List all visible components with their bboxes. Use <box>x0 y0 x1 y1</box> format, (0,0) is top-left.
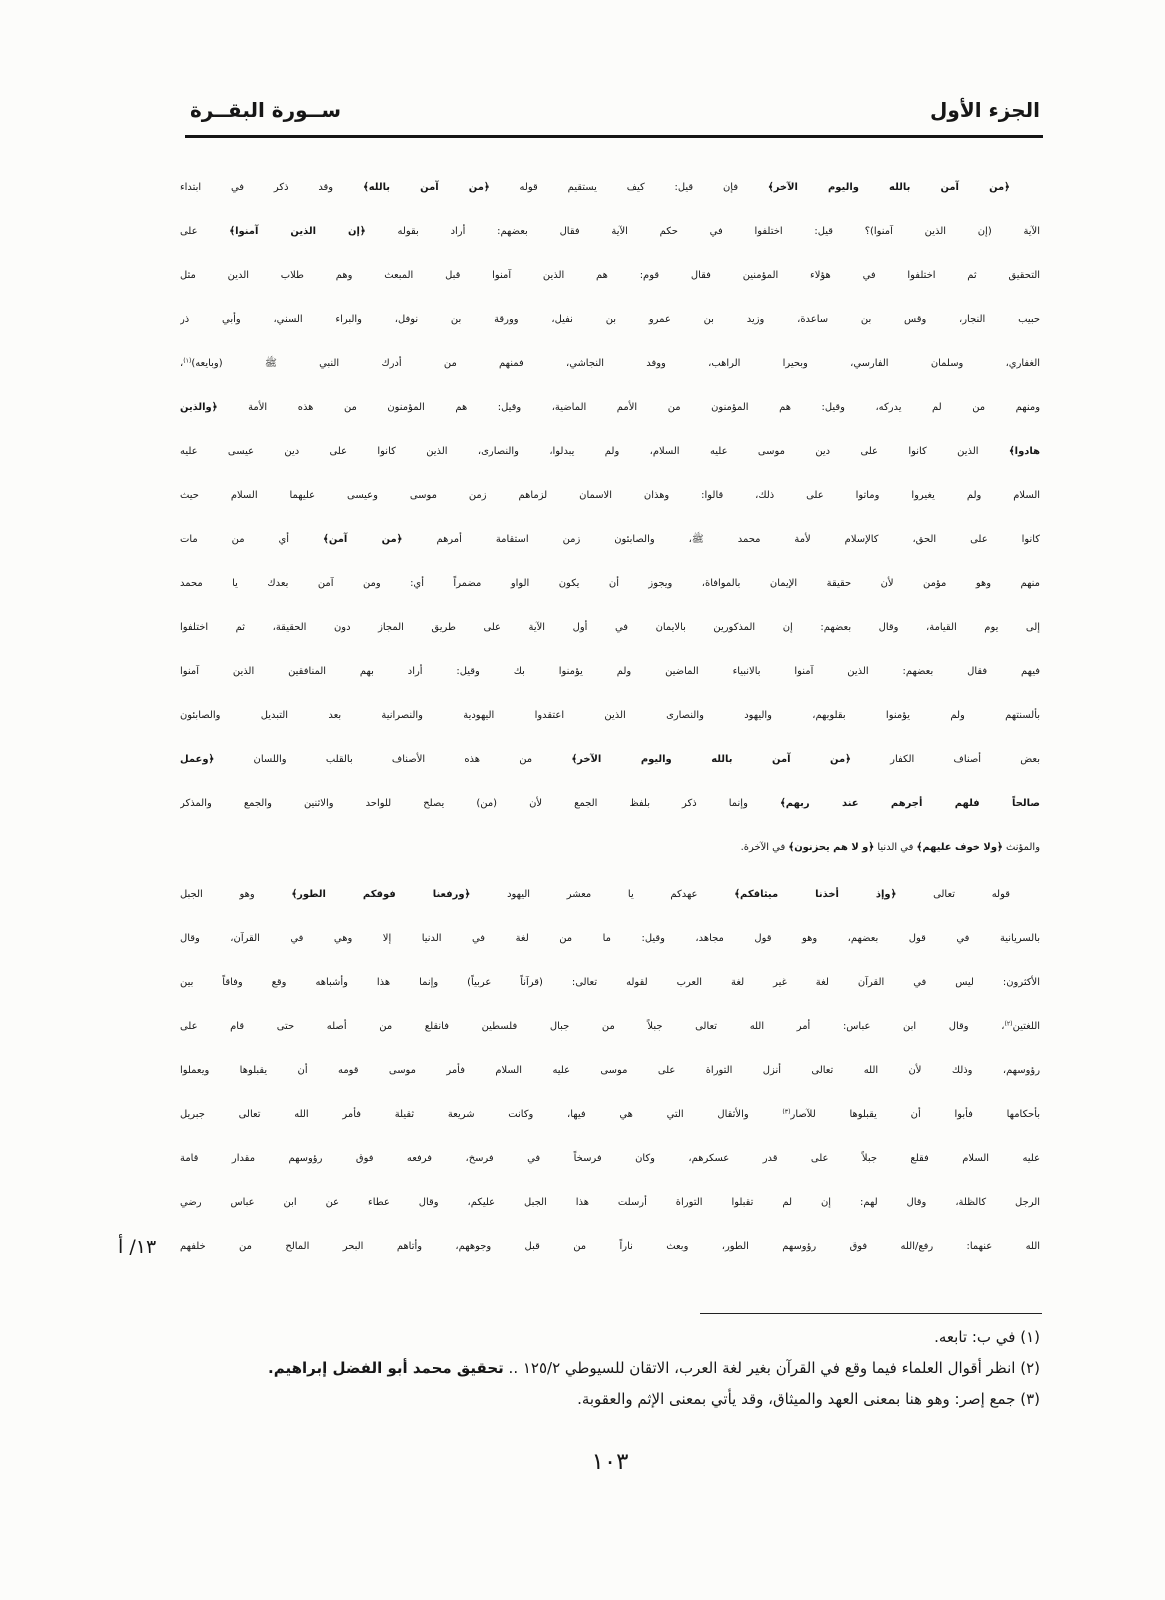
footnote-rule <box>700 1313 1042 1314</box>
footnote-ref: (١) <box>183 357 192 365</box>
text-run: ، <box>180 358 184 369</box>
text-run: ، وقال ابن عباس: أمر الله تعالى جبلاً من جبال فلسطين فانقلع من أصله حتى قام على <box>180 1021 1005 1032</box>
quran-quote: صالحاً فلهم أجرهم عند ربهم﴾ <box>779 798 1040 809</box>
text-run: بأحكامها فأبوا أن يقبلوها للآصار <box>790 1109 1040 1120</box>
text-run: الأكثرون: ليس في القرآن لغة غير لغة العرب لقوله تعالى: (قرآناً عربياً) وإنما هذا وأشباهه وقع وفاقاً بين <box>180 977 1040 988</box>
text-line <box>180 1093 1040 1137</box>
text-run: ومنهم من لم يدركه، وقيل: هم المؤمنون من الأمم الماضية، وقيل: هم المؤمنون من هذه الأمة <box>217 402 1040 413</box>
footnote-text <box>934 1328 1040 1346</box>
text-run: على <box>180 226 230 237</box>
line-text <box>180 270 1040 281</box>
text-line <box>180 826 1040 870</box>
text-run: اللغتين <box>1012 1021 1040 1032</box>
body-text <box>180 166 1040 1269</box>
quran-quote: ﴿من آمن﴾ <box>323 534 403 545</box>
quran-quote: تحقيق محمد أبو الفضل إبراهيم. <box>268 1359 504 1377</box>
text-line <box>180 342 1040 386</box>
text-line <box>180 606 1040 650</box>
text-line <box>180 1225 1040 1269</box>
footnote-ref: (٢) <box>1004 1020 1013 1028</box>
quran-quote: ﴿والذين <box>180 402 218 413</box>
text-line <box>180 1137 1040 1181</box>
text-line <box>180 210 1040 254</box>
folio-marker: ١٣/ أ <box>118 1236 157 1258</box>
text-run: والمؤنث <box>1002 842 1040 853</box>
text-line <box>180 562 1040 606</box>
line-text <box>180 1065 1040 1076</box>
paragraph <box>180 873 1040 1269</box>
line-text <box>741 842 1040 853</box>
header-rule <box>185 135 1043 138</box>
line-text <box>180 1021 1040 1032</box>
text-run: إلى يوم القيامة، وقال بعضهم: إن المذكورين بالايمان في أول الآية على طريق المجاز دون الحقيقة، ثم اختلفوا <box>180 622 1040 633</box>
line-text <box>180 182 1010 193</box>
text-line <box>180 430 1040 474</box>
text-run: قوله تعالى <box>896 889 1010 900</box>
text-line <box>180 166 1040 210</box>
line-text <box>180 666 1040 677</box>
line-text <box>180 889 1010 900</box>
text-run: (٣) جمع إصر: وهو هنا بمعنى العهد والميثاق، وقد يأتي بمعنى الإثم والعقوبة. <box>577 1390 1040 1408</box>
text-line <box>180 1181 1040 1225</box>
line-text <box>180 977 1040 988</box>
line-text <box>180 490 1040 501</box>
text-run: (١) في ب: تابعه. <box>934 1328 1040 1346</box>
line-text <box>180 226 1040 237</box>
text-run: فيهم فقال بعضهم: الذين آمنوا بالانبياء الماضين ولم يؤمنوا بك وقيل: أراد بهم المنافقين الذين آمنوا <box>180 666 1040 677</box>
line-text <box>180 358 1040 369</box>
text-line <box>180 1005 1040 1049</box>
text-line <box>180 518 1040 562</box>
text-run: رؤوسهم، وذلك لأن الله تعالى أنزل التوراة على موسى عليه السلام فأمر موسى قومه أن يقبلوها ويعملوا <box>180 1065 1040 1076</box>
text-run: حبيب النجار، وقس بن ساعدة، وزيد بن عمرو بن نفيل، وورقة بن نوفل، والبراء السني، وأبي ذر <box>180 314 1040 325</box>
line-text <box>180 534 1040 545</box>
text-run: من هذه الأصناف بالقلب واللسان <box>214 754 572 765</box>
quran-quote: ﴿و لا هم يحزنون﴾ <box>788 842 875 853</box>
footnotes <box>180 1322 1040 1415</box>
text-run: أي من مات <box>180 534 323 545</box>
text-run: الغفاري، وسلمان الفارسي، وبحيرا الراهب، ووفد النجاشي، فمنهم من أدرك النبي ﷺ (وبايعه) <box>191 358 1040 369</box>
quran-quote: ﴿من آمن بالله واليوم الآخر﴾ <box>767 182 1010 193</box>
line-text <box>180 578 1040 589</box>
text-line <box>180 298 1040 342</box>
header-part-title: الجزء الأول <box>930 98 1040 122</box>
footnote-text <box>577 1390 1040 1408</box>
quran-quote: ﴿ورفعنا فوقكم الطور﴾ <box>291 889 471 900</box>
line-text <box>180 402 1040 413</box>
quran-quote: هادوا﴾ <box>1008 446 1040 457</box>
text-run: الرجل كالظلة، وقال لهم: إن لم تقبلوا التوراة أرسلت هذا الجبل عليكم، وقال عطاء عن ابن عباس رضي <box>180 1197 1040 1208</box>
footnote-ref: (٣) <box>782 1108 791 1116</box>
quran-quote: ﴿إن الذين آمنوا﴾ <box>229 226 366 237</box>
text-run: الله عنهما: رفع/الله فوق رؤوسهم الطور، وبعث ناراً من قبل وجوههم، وأتاهم البحر المالح من خلفهم <box>180 1241 1040 1252</box>
line-text <box>180 446 1040 457</box>
text-run: فإن قيل: كيف يستقيم قوله <box>489 182 768 193</box>
quran-quote: ﴿من آمن بالله﴾ <box>362 182 490 193</box>
text-run: التحقيق ثم اختلفوا في هؤلاء المؤمنين فقال قوم: هم الذين آمنوا قبل المبعث وهم طلاب الدين مثل <box>180 270 1040 281</box>
text-run: في الدنيا <box>874 842 917 853</box>
text-line <box>180 782 1040 826</box>
text-run: كانوا على الحق، كالإسلام لأمة محمد ﷺ، والصابئون زمن استقامة أمرهم <box>402 534 1040 545</box>
text-run: بألسنتهم ولم يؤمنوا بقلوبهم، واليهود والنصارى الذين اعتقدوا اليهودية والنصرانية بعد التبديل والصابئون <box>180 710 1040 721</box>
text-run: بعض أصناف الكفار <box>850 754 1040 765</box>
line-text <box>180 1153 1040 1164</box>
text-line <box>180 873 1040 917</box>
text-run: عليه السلام فقلع جبلاً على قدر عسكرهم، وكان فرسخاً في فرسخ، فرفعه فوق رؤوسهم مقدار قامة <box>180 1153 1040 1164</box>
line-text <box>180 1109 1040 1120</box>
text-run: وهو الجبل <box>180 889 292 900</box>
text-run: الذين كانوا على دين موسى عليه السلام، ولم يبدلوا، والنصارى، الذين كانوا على دين عيسى عليه <box>180 446 1009 457</box>
footnote <box>180 1322 1040 1353</box>
footnote-text <box>268 1359 1040 1377</box>
text-run: (٢) انظر أقوال العلماء فيما وقع في القرآن بغير لغة العرب، الاتقان للسيوطي ١٢٥/٢ .. <box>503 1359 1040 1377</box>
text-run: الآية (إن الذين آمنوا)؟ قيل: اختلفوا في حكم الآية فقال بعضهم: أراد بقوله <box>365 226 1040 237</box>
text-run: عهدكم يا معشر اليهود <box>470 889 735 900</box>
text-run: منهم وهو مؤمن لأن حقيقة الإيمان بالموافاة، ويجوز أن يكون الواو مضمراً أي: ومن آمن بعدك يا محمد <box>180 578 1040 589</box>
text-line <box>180 386 1040 430</box>
text-line <box>180 650 1040 694</box>
line-text <box>180 1197 1040 1208</box>
quran-quote: ﴿ولا خوف عليهم﴾ <box>916 842 1003 853</box>
header-surah-title: ســورة البقــرة <box>190 98 342 122</box>
footnote <box>180 1353 1040 1384</box>
text-run: السلام ولم يغيروا وماتوا على ذلك، قالوا: وهذان الاسمان لزماهم زمن موسى وعيسى عليهما السلام حيث <box>180 490 1040 501</box>
footnote <box>180 1384 1040 1415</box>
quran-quote: ﴿وإذ أخذنا ميثاقكم﴾ <box>734 889 897 900</box>
text-line <box>180 738 1040 782</box>
line-text <box>180 314 1040 325</box>
text-run: وإنما ذكر بلفظ الجمع لأن (من) يصلح للواحد والاثنين والجمع والمذكر <box>180 798 780 809</box>
line-text <box>180 933 1040 944</box>
line-text <box>180 710 1040 721</box>
text-line <box>180 474 1040 518</box>
text-line <box>180 961 1040 1005</box>
text-line <box>180 694 1040 738</box>
line-text <box>180 1241 1040 1252</box>
text-line <box>180 254 1040 298</box>
text-line <box>180 1049 1040 1093</box>
text-run: وقد ذكر في ابتداء <box>180 182 363 193</box>
line-text <box>180 622 1040 633</box>
text-line <box>180 917 1040 961</box>
line-text <box>180 798 1040 809</box>
quran-quote: ﴿وعمل <box>180 754 215 765</box>
text-run: والأثقال التي هي فيها، وكانت شريعة ثقيلة فأمر الله تعالى جبريل <box>180 1109 783 1120</box>
quran-quote: ﴿من آمن بالله واليوم الآخر﴾ <box>571 754 851 765</box>
page-number: ١٠٣ <box>591 1449 629 1475</box>
line-text <box>180 754 1040 765</box>
paragraph <box>180 166 1040 870</box>
text-run: بالسريانية في قول بعضهم، وهو قول مجاهد، وقيل: ما من لغة في الدنيا إلا وهي في القرآن، وقال <box>180 933 1040 944</box>
text-run: في الآخرة. <box>740 842 789 853</box>
